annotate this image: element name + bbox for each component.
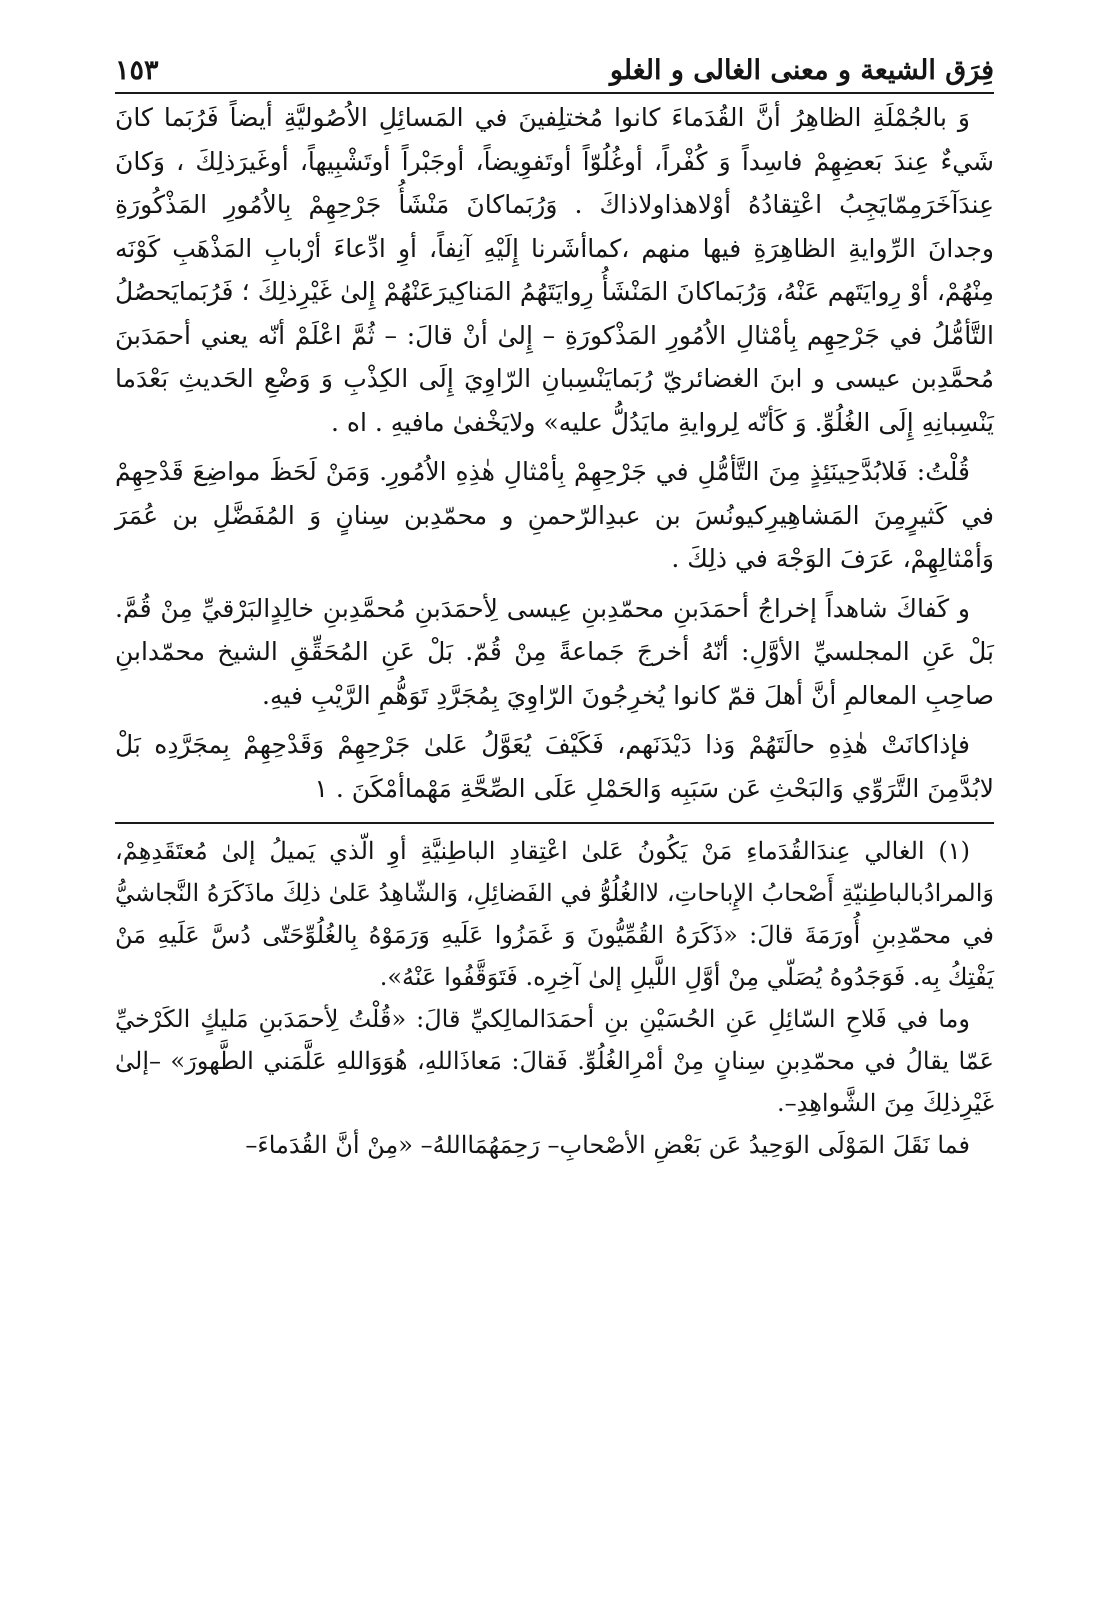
page-number: ١٥٣ [115, 55, 159, 86]
page-header [115, 38, 994, 94]
body-paragraph-1: وَ بالجُمْلَةِ الظاهِرُ أنَّ القُدَماءَ كانوا مُختلِفينَ في المَسائِلِ الاُصُوليَّةِ أيضاً فَرُبَما كانَ شَيءٌ عِندَ بَعضِهِمْ فاسِداً وَ كُفْراً، أوغُلُوّاً أوتَفوِيضاً، أوجَبْراً أوتَشْبِيهاً، أوغَيرَذلِكَ ، وَكانَ عِندَآخَرَمِمّايَجِبُ اعْتِقادُهُ أوْلاهذاولاذاكَ . وَرُبَماكانَ مَنْشَأُ جَرْحِهِمْ بِالاُمُورِ المَذْكُورَةِ وجدانَ الرِّوايةِ الظاهِرَةِ فيها منهم ،كماأشَرنا إِلَيْهِ آنِفاً، أوِ ادِّعاءَ أرْبابِ المَذْهَبِ كَوْنَه مِنْهُمْ، أوْ رِوايَتَهم عَنْهُ، وَرُبَماكانَ المَنْشَأُ رِوايَتَهُمُ المَناكِيرَعَنْهُمْ إِلىٰ غَيْرِذلِكَ ؛ فَرُبَمايَحصُلُ التَّأمُّلُ في جَرْحِهِم بِأمْثالِ الاُمُورِ المَذْكورَةِ – إِلىٰ أنْ قالَ: – ثُمَّ اعْلَمْ أنّه يعني أحمَدَبنَ مُحمَّدِبن عيسى و ابنَ الغضائريّ رُبَمايَنْسِبانِ الرّاوِيَ إِلَى الكِذْبِ وَ وَضْعِ الحَديثِ بَعْدَما يَنْسِبانِهِ إِلَى الغُلُوِّ. وَ كَأنّه لِروايةِ مايَدُلُّ عليه» ولايَخْفىٰ مافيهِ . اه . [115, 103, 994, 437]
footnote-paragraph-3: فما نَقَلَ المَوْلَى الوَحِيدُ عَن بَعْضِ الأصْحابِ– رَحِمَهُمَااللهُ– «مِنْ أنَّ القُدَماءَ– [245, 1131, 970, 1159]
body-paragraph-4: فإذاكانَتْ هٰذِهِ حالَتَهُمْ وَذا دَيْدَنَهم، فَكَيْفَ يُعَوَّلُ عَلىٰ جَرْحِهِمْ وَقَدْحِهِمْ بِمجَرَّدِه بَلْ لابُدَّمِنَ التَّرَوِّي وَالبَحْثِ عَن سَبَبِه وَالحَمْلِ عَلَى الصِّحَّةِ مَهْماأمْكَنَ . ١ [115, 730, 994, 803]
body-paragraph-3: و كَفاكَ شاهداً إخراجُ أحمَدَبنِ محمّدِبنِ عِيسى لِأحمَدَبنِ مُحمَّدِبنِ خالِدٍالبَرْقيِّ مِنْ قُمَّ. بَلْ عَنِ المجلسيِّ الأوَّلِ: أنّهُ أخرجَ جَماعةً مِنْ قُمّ. بَلْ عَنِ المُحَقِّقِ الشيخ محمّدابنِ صاحِبِ المعالمِ أنَّ أهلَ قمّ كانوا يُخرِجُونَ الرّاوِيَ بِمُجَرَّدِ تَوَهُّمِ الرَّيْبِ فيهِ. [115, 593, 994, 710]
footnote-separator [115, 822, 994, 824]
footnote-paragraph-2: وما في فَلاحِ السّائِلِ عَنِ الحُسَيْنِ بنِ أحمَدَالمالِكيِّ قالَ: «قُلْتُ لِأحمَدَبنِ مَليكٍ الكَرْخيِّ عَمّا يقالُ في محمّدِبنِ سِنانٍ مِنْ أمْرِالغُلُوِّ. فَقالَ: مَعاذَاللهِ، هُوَوَاللهِ عَلَّمَني الطَّهورَ» –إلىٰ غَيْرِذلِكَ مِنَ الشَّواهِدِ–. [115, 1005, 994, 1117]
body-paragraph-2: قُلْتُ: فَلابُدَّحِينَئِذٍ مِنَ التَّأمُّلِ في جَرْحِهِمْ بِأمْثالِ هٰذِهِ الاُمُورِ. وَمَنْ لَحَظَ مواضِعَ قَدْحِهِمْ في كَثيرٍمِنَ المَشاهِيرِكيونُسَ بن عبدِالرّحمنِ و محمّدِبن سِنانٍ وَ المُفَضَّلِ بن عُمَرَ وَأمْثالِهِمْ، عَرَفَ الوَجْهَ في ذلِكَ . [115, 457, 994, 573]
main-text [115, 96, 994, 1166]
running-title: فِرَق الشيعة و معنى الغالى و الغلو [609, 55, 994, 86]
footnote-paragraph-1: (١) الغالي عِندَالقُدَماءِ مَنْ يَكُونُ عَلىٰ اعْتِقادِ الباطِنيَّةِ أوِ الّذي يَميلُ إلىٰ مُعتَقَدِهِمْ، وَالمرادُبالباطِنيّةِ أَصْحابُ الإِباحاتِ، لاالغُلُوُّ في الفَضائِلِ، وَالشّاهِدُ عَلىٰ ذلِكَ ماذَكَرَهُ النَّجاشيُّ في محمّدِبنِ أُورَمَةَ قالَ: «ذَكَرَهُ القُمِّيُّونَ وَ غَمَزُوا عَلَيهِ وَرَمَوْهُ بِالغُلُوِّحَتّى دُسَّ عَلَيهِ مَنْ يَفْتِكُ بِه. فَوَجَدُوهُ يُصَلّي مِنْ أوَّلِ اللَّيلِ إلىٰ آخِرِه. فَتَوَقَّفُوا عَنْهُ». [115, 837, 994, 991]
